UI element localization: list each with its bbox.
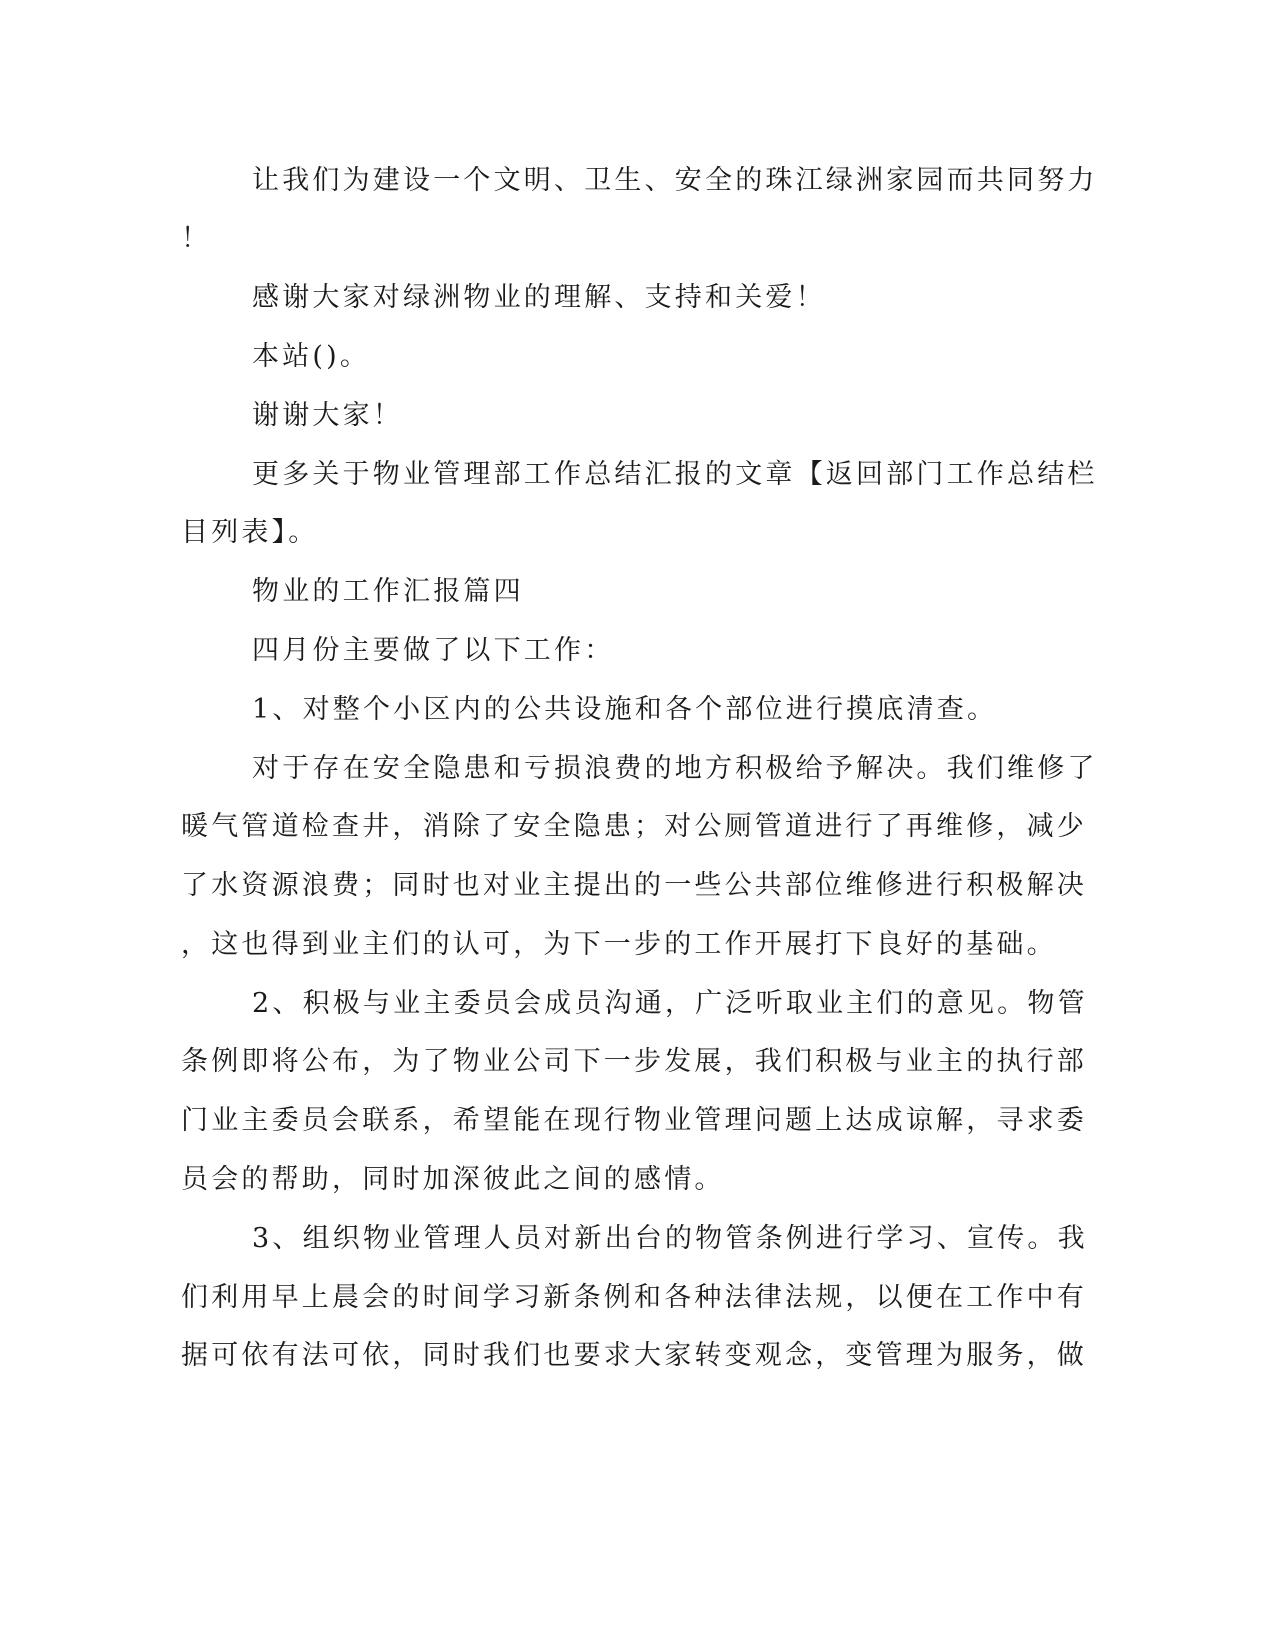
paragraph-line: 了水资源浪费；同时也对业主提出的一些公共部位维修进行积极解决 xyxy=(181,870,1087,901)
paragraph-line: 本站()。 xyxy=(252,341,371,372)
paragraph-line: 感谢大家对绿洲物业的理解、支持和关爱！ xyxy=(252,282,826,313)
paragraph-line: ！ xyxy=(181,223,212,254)
section-heading: 物业的工作汇报篇四 xyxy=(252,576,524,607)
paragraph-line: 让我们为建设一个文明、卫生、安全的珠江绿洲家园而共同努力 xyxy=(252,165,1098,196)
paragraph-line: 3、组织物业管理人员对新出台的物管条例进行学习、宣传。我 xyxy=(252,1223,1088,1254)
paragraph-line: 据可依有法可依，同时我们也要求大家转变观念，变管理为服务，做 xyxy=(181,1340,1087,1371)
paragraph-line: 们利用早上晨会的时间学习新条例和各种法律法规，以便在工作中有 xyxy=(181,1282,1087,1313)
paragraph-line: 目列表】。 xyxy=(181,517,319,548)
paragraph-line: 条例即将公布，为了物业公司下一步发展，我们积极与业主的执行部 xyxy=(181,1046,1087,1077)
paragraph-line: 谢谢大家！ xyxy=(252,400,403,431)
paragraph-line: 1、对整个小区内的公共设施和各个部位进行摸底清查。 xyxy=(252,694,998,725)
paragraph-line: 2、积极与业主委员会成员沟通，广泛听取业主们的意见。物管 xyxy=(252,988,1088,1019)
paragraph-line: 暖气管道检查井，消除了安全隐患；对公厕管道进行了再维修，减少 xyxy=(181,811,1087,842)
paragraph-line: ，这也得到业主们的认可，为下一步的工作开展打下良好的基础。 xyxy=(181,929,1057,960)
paragraph-line: 对于存在安全隐患和亏损浪费的地方积极给予解决。我们维修了 xyxy=(252,753,1098,784)
paragraph-line: 四月份主要做了以下工作： xyxy=(252,635,615,666)
paragraph-line: 员会的帮助，同时加深彼此之间的感情。 xyxy=(181,1164,725,1195)
paragraph-line: 更多关于物业管理部工作总结汇报的文章【返回部门工作总结栏 xyxy=(252,459,1098,490)
paragraph-line: 门业主委员会联系，希望能在现行物业管理问题上达成谅解，寻求委 xyxy=(181,1105,1087,1136)
